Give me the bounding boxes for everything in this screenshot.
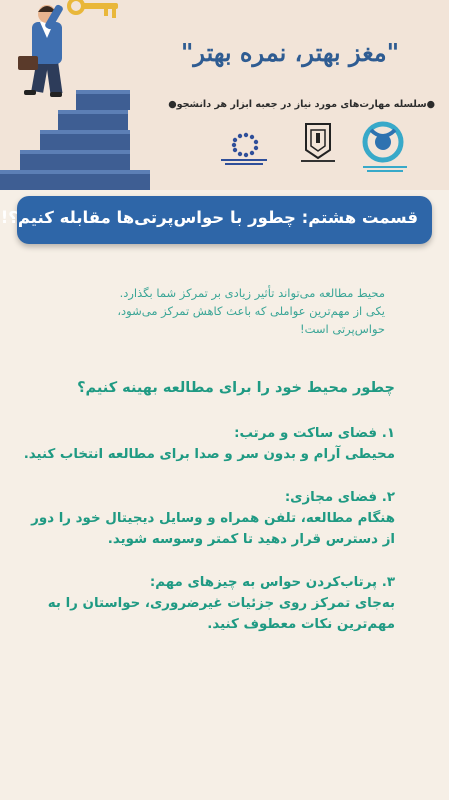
tip-item-2 [31, 487, 395, 550]
intro-line: حواس‌پرتی است! [299, 322, 385, 336]
intro-line: محیط مطالعه می‌تواند تأثیر زیادی بر تمرکز شما بگذارد. [119, 286, 385, 300]
episode-banner [0, 196, 432, 244]
student-wellness-logo [357, 120, 427, 178]
episode-title: قسمت هشتم: چطور با حواس‌پرتی‌ها مقابله کنیم؟! [0, 208, 418, 227]
tip-text: مهم‌ترین نکات معطوف کنید. [207, 617, 395, 632]
key-icon [69, 0, 118, 18]
stairs-illustration [0, 90, 150, 190]
hero-header [0, 0, 449, 190]
tip-text: هنگام مطالعه، تلفن همراه و وسایل دیجیتال خود را دور [31, 511, 395, 526]
intro-line: یکی از مهم‌ترین عواملی که باعث کاهش تمرکز می‌شود، [117, 304, 385, 318]
person-illustration [18, 4, 64, 97]
section-question: چطور محیط خود را برای مطالعه بهینه کنیم؟ [77, 380, 395, 396]
tip-heading: ۲. فضای مجازی: [284, 490, 395, 505]
tip-text: محیطی آرام و بدون سر و صدا برای مطالعه انتخاب کنید. [23, 447, 395, 462]
page-subtitle: ●سلسله مهارت‌های مورد نیاز در جعبه ابزار هر دانشجو● [168, 99, 435, 110]
logo-row [215, 120, 435, 182]
tip-heading: ۱. فضای ساکت و مرتب: [234, 426, 395, 441]
tip-item-3 [48, 572, 395, 635]
university-emblem-logo [293, 120, 343, 164]
tip-text: به‌جای تمرکز روی جزئیات غیرضروری، حواستان را به [47, 596, 395, 611]
tip-item-1 [24, 423, 395, 465]
intro-paragraph [55, 284, 385, 338]
counseling-center-logo [215, 128, 273, 168]
page-title: "مغز بهتر، نمره بهتر" [180, 38, 400, 67]
tip-text: از دسترس قرار دهید تا کمتر وسوسه شوید. [107, 532, 395, 547]
tip-heading: ۳. پرتاب‌کردن حواس به چیزهای مهم: [149, 575, 395, 590]
